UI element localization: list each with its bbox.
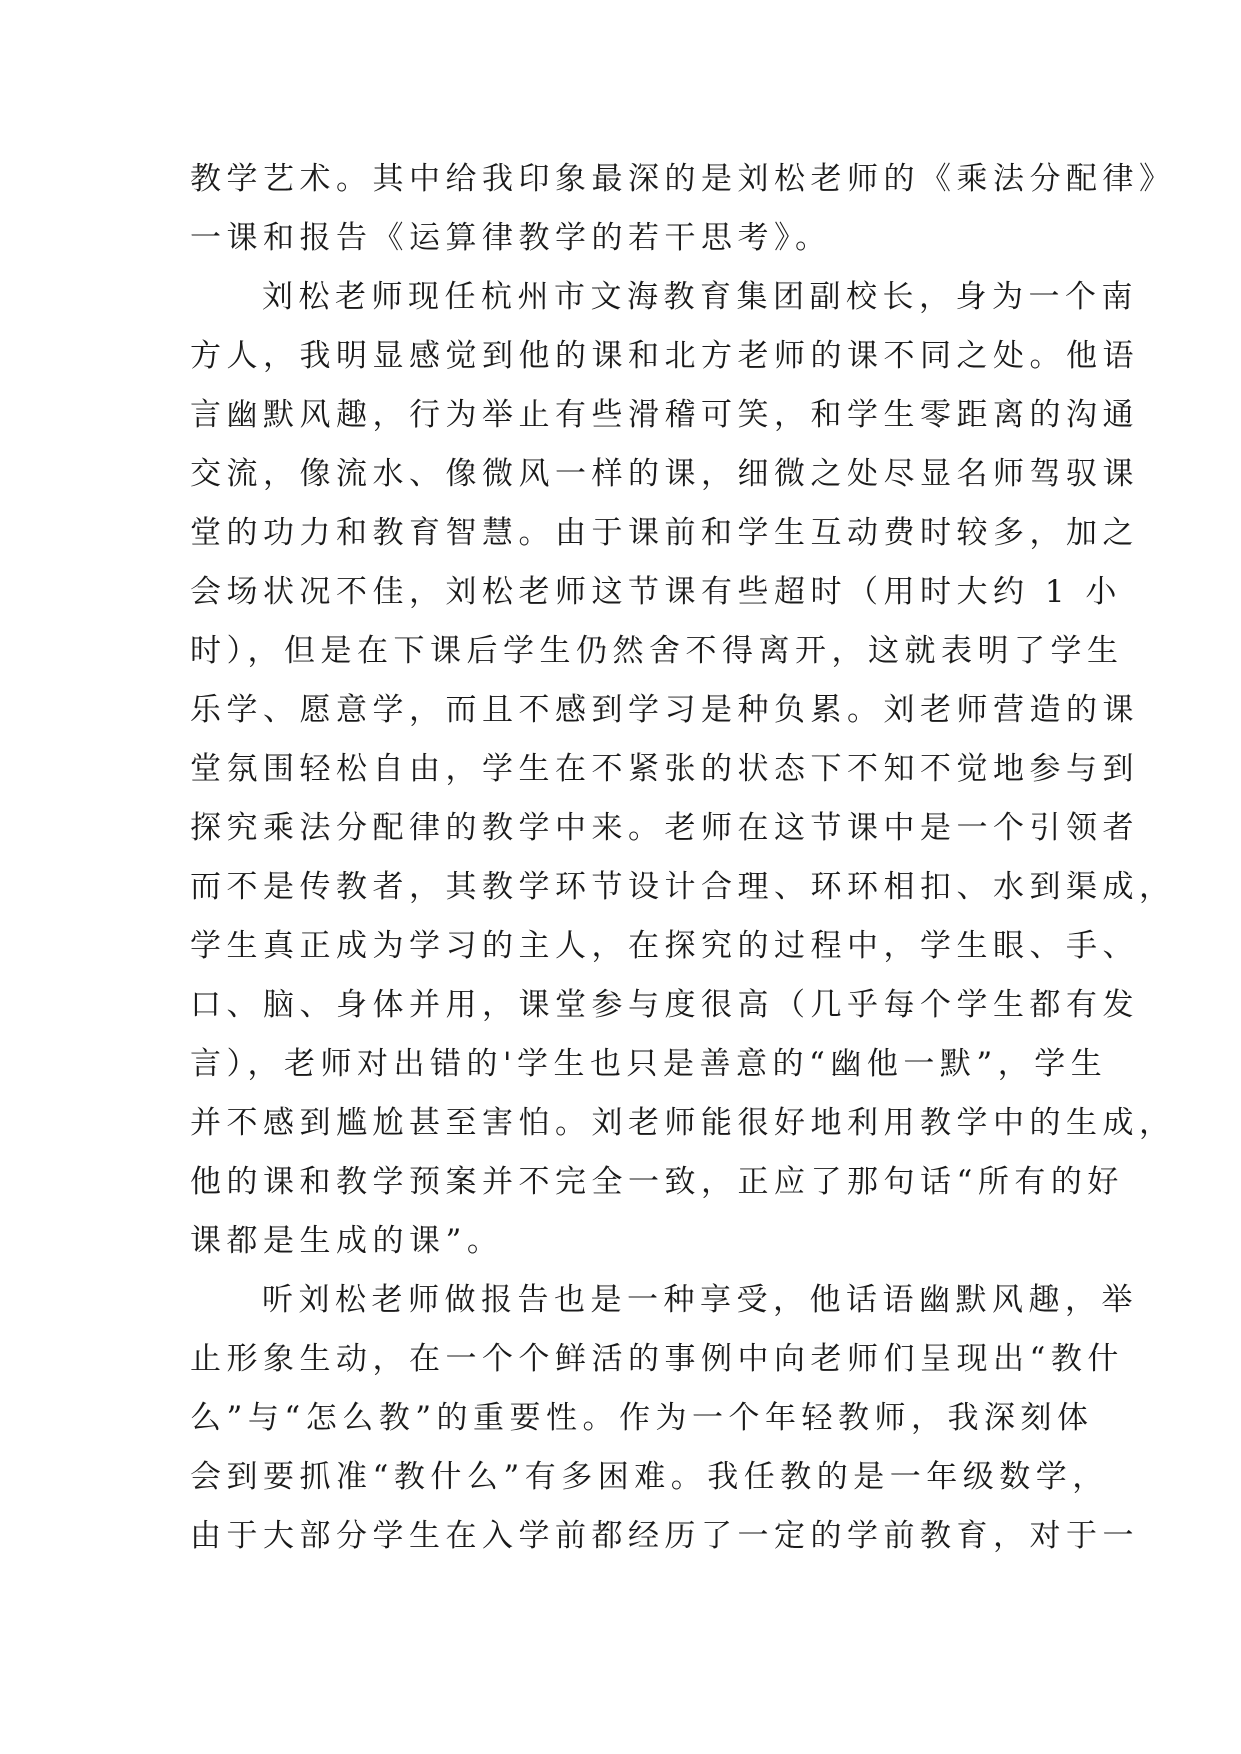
text-line: 而不是传教者，其教学环节设计合理、环环相扣、水到渠成，	[190, 869, 1176, 905]
text-line: 言），老师对出错的'学生也只是善意的“幽他一默”，学生	[190, 1046, 1108, 1082]
text-line: 么”与“怎么教”的重要性。作为一个年轻教师，我深刻体	[190, 1400, 1094, 1436]
text-line: 交流，像流水、像微风一样的课，细微之处尽显名师驾驭课	[190, 456, 1139, 492]
text-line: 会场状况不佳，刘松老师这节课有些超时（用时大约 1 小	[190, 574, 1122, 610]
text-line: 堂氛围轻松自由，学生在不紧张的状态下不知不觉地参与到	[190, 751, 1139, 787]
text-line: 言幽默风趣，行为举止有些滑稽可笑，和学生零距离的沟通	[190, 397, 1139, 433]
document-body	[190, 150, 1176, 1566]
text-line: 时），但是在下课后学生仍然舍不得离开，这就表明了学生	[190, 633, 1124, 669]
text-line: 探究乘法分配律的教学中来。老师在这节课中是一个引领者	[190, 810, 1139, 846]
text-line: 堂的功力和教育智慧。由于课前和学生互动费时较多，加之	[190, 515, 1139, 551]
text-line: 由于大部分学生在入学前都经历了一定的学前教育，对于一	[190, 1518, 1139, 1554]
text-line: 他的课和教学预案并不完全一致，正应了那句话“所有的好	[190, 1164, 1124, 1200]
text-line: 止形象生动，在一个个鲜活的事例中向老师们呈现出“教什	[190, 1341, 1124, 1377]
text-line: 听刘松老师做报告也是一种享受，他话语幽默风趣，举	[262, 1282, 1138, 1318]
text-line: 教学艺术。其中给我印象最深的是刘松老师的《乘法分配律》	[190, 161, 1176, 197]
text-line: 课都是生成的课”。	[190, 1223, 504, 1259]
text-line: 方人，我明显感觉到他的课和北方老师的课不同之处。他语	[190, 338, 1139, 374]
text-line: 并不感到尴尬甚至害怕。刘老师能很好地利用教学中的生成，	[190, 1105, 1176, 1141]
text-line: 刘松老师现任杭州市文海教育集团副校长，身为一个南	[262, 279, 1138, 315]
text-line: 一课和报告《运算律教学的若干思考》。	[190, 220, 832, 256]
text-line: 学生真正成为学习的主人，在探究的过程中，学生眼、手、	[190, 928, 1139, 964]
text-line: 乐学、愿意学，而且不感到学习是种负累。刘老师营造的课	[190, 692, 1139, 728]
text-line: 会到要抓准“教什么”有多困难。我任教的是一年级数学，	[190, 1459, 1109, 1495]
text-line: 口、脑、身体并用，课堂参与度很高（几乎每个学生都有发	[190, 987, 1139, 1023]
